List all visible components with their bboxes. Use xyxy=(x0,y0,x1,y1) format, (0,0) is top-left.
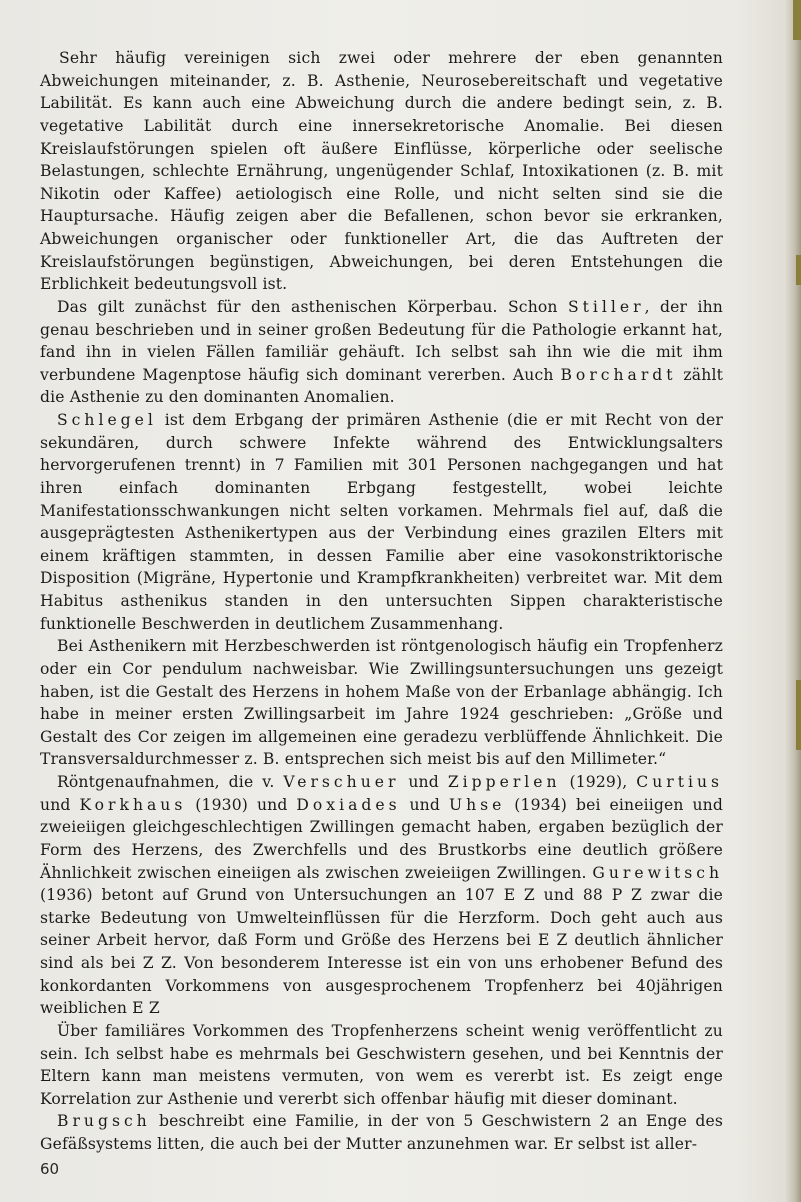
page-number: 60 xyxy=(40,1160,60,1178)
author-name: Uhse xyxy=(448,795,506,814)
paragraph: Über familiäres Vorkommen des Tropfenherzens scheint wenig veröffentlicht zu sein. Ich selbst habe es mehrmals bei Geschwistern gesehen, und bei Kenntnis der Eltern kann man meistens vermuten, von wem es vererbt ist. Es zeigt enge Korrelation zur Asthenie und vererbt sich offenbar häufig mit dieser dominant. xyxy=(40,1021,723,1108)
author-name: Curtius xyxy=(636,773,723,791)
author-name: Zipperlen xyxy=(447,773,561,791)
author-name: Gurewitsch xyxy=(592,863,723,882)
author-name: Schlegel xyxy=(57,411,157,429)
paragraph: Brugsch beschreibt eine Familie, in der von 5 Geschwistern 2 an Enge des Gefäßsystems litten, die auch bei der Mutter anzunehmen war. Er selbst ist aller- xyxy=(40,1112,723,1153)
paragraph: Sehr häufig vereinigen sich zwei oder mehrere der eben genannten Abweichungen miteinander, z. B. Asthenie, Neurosebereitschaft und vegetative Labilität. Es kann auch eine Abweichung durch die andere bedingt sein, z. B. vegetative Labilität durch eine innersekretorische Anomalie. Bei diesen Kreislaufstörungen spielen oft äußere Einflüsse, körperliche oder seelische Belastungen, schlechte Ernährung, ungenügender Schlaf, Intoxikationen (z. B. mit Nikotin oder Kaffee) aetiologisch eine Rolle, und nicht selten sind sie die Hauptursache. Häufig zeigen aber die Befallenen, schon bevor sie erkranken, Abweichungen organischer oder funktioneller Art, die das Auftreten der Kreislaufstörungen begünstigen, Abweichungen, bei deren Entstehungen die Erblichkeit bedeutungsvoll ist. xyxy=(40,49,723,294)
paragraph: Bei Asthenikern mit Herzbeschwerden ist röntgenologisch häufig ein Tropfenherz oder ein Cor pendulum nachweisbar. Wie Zwillingsuntersuchungen uns gezeigt haben, ist die Gestalt des Herzens in hohem Maße von der Erbanlage abhängig. Ich habe in meiner ersten Zwillingsarbeit im Jahre 1924 geschrieben: „Größe und Gestalt des Cor zeigen im allgemeinen eine geradezu verblüffende Ähnlichkeit. Die Transversaldurchmesser z. B. entsprechen sich meist bis auf den Millimeter.“ xyxy=(40,637,723,769)
author-name: Borchardt xyxy=(560,365,677,384)
author-name: Doxiades xyxy=(296,795,401,814)
page-edge-mark xyxy=(796,680,801,750)
body-text xyxy=(40,47,723,1156)
author-name: Korkhaus xyxy=(79,795,187,814)
author-name: Verschuer xyxy=(283,773,400,791)
paragraph: Röntgenaufnahmen, die v. Verschuer und Zipperlen (1929), Curtius und Korkhaus (1930) und Doxiades und Uhse (1934) bei eineiigen und zweieiigen gleichgeschlechtigen Zwillingen gemacht haben, ergaben bezüglich der Form des Herzens, des Zwerchfells und des Brustkorbs eine deutlich größere Ähnlichkeit zwischen eineiigen als zwischen zweieiigen Zwillingen. Gurewitsch (1936) betont auf Grund von Untersuchungen an 107 E Z und 88 P Z zwar die starke Bedeutung von Umwelteinflüssen für die Herzform. Doch geht auch aus seiner Arbeit hervor, daß Form und Größe des Herzens bei E Z deutlich ähnlicher sind als bei Z Z. Von besonderem Interesse ist ein von uns erhobener Befund des konkordanten Vorkommens von ausgesprochenem Tropfenherz bei 40jährigen weiblichen E Z xyxy=(40,773,724,1018)
page-edge-mark xyxy=(796,255,801,285)
paragraph: Schlegel ist dem Erbgang der primären Asthenie (die er mit Recht von der sekundären, durch schwere Infekte während des Entwicklungsalters hervorgerufenen trennt) in 7 Familien mit 301 Personen nachgegangen und hat ihren einfach dominanten Erbgang festgestellt, wobei leichte Manifestationsschwankungen nicht selten vorkamen. Mehrmals fiel auf, daß die ausgeprägtesten Asthenikertypen aus der Verbindung eines grazilen Elters mit einem kräftigen stammten, in dessen Familie aber eine vasokonstriktorische Disposition (Migräne, Hypertonie und Krampfkrankheiten) verbreitet war. Mit dem Habitus asthenikus standen in den untersuchten Sippen charakteristische funktionelle Beschwerden in deutlichem Zusammenhang. xyxy=(40,411,723,633)
page-edge-mark xyxy=(793,0,801,40)
author-name: Brugsch xyxy=(57,1112,151,1131)
paragraph: Das gilt zunächst für den asthenischen Körperbau. Schon Stiller, der ihn genau beschrieben und in seiner großen Bedeutung für die Pathologie erkannt hat, fand ihn in vielen Fällen familiär gehäuft. Ich selbst sah ihn wie die mit ihm verbundene Magenptose häufig sich dominant vererben. Auch Borchardt zählt die Asthenie zu den dominanten Anomalien. xyxy=(40,297,723,407)
author-name: Stiller xyxy=(567,297,645,316)
page-edge-shadow xyxy=(785,0,801,1202)
